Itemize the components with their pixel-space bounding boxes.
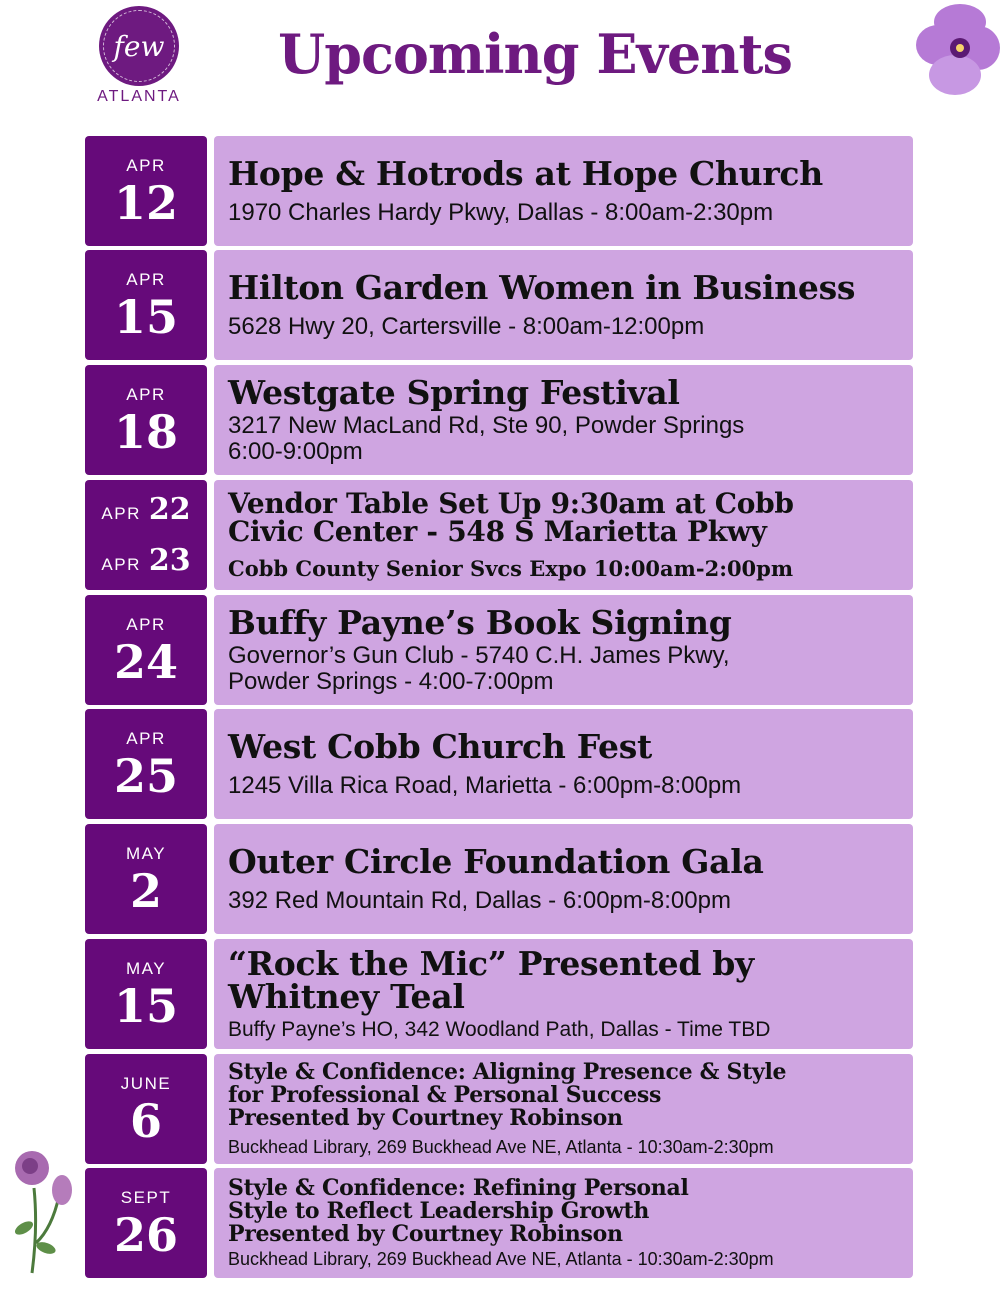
event-month: APR bbox=[101, 554, 141, 574]
event-month: APR bbox=[126, 729, 166, 748]
event-info bbox=[214, 824, 913, 934]
date-box bbox=[85, 939, 207, 1049]
event-month: APR bbox=[126, 615, 166, 634]
event-details: Buckhead Library, 269 Buckhead Ave NE, Atlanta - 10:30am-2:30pm bbox=[228, 1137, 774, 1158]
date-box bbox=[85, 480, 207, 590]
event-month: APR bbox=[126, 385, 166, 404]
event-title: Outer Circle Foundation Gala bbox=[228, 841, 764, 881]
rose-stem-icon bbox=[4, 1148, 86, 1278]
date-box bbox=[85, 595, 207, 705]
date-box bbox=[85, 1054, 207, 1164]
date-line bbox=[101, 542, 191, 578]
event-title: Presented by Courtney Robinson bbox=[228, 1105, 623, 1132]
event-row bbox=[85, 136, 913, 246]
event-details: 5628 Hwy 20, Cartersville - 8:00am-12:00pm bbox=[228, 312, 705, 340]
event-day: 6 bbox=[129, 1094, 162, 1148]
event-month: APR bbox=[101, 503, 141, 523]
date-line bbox=[101, 491, 191, 527]
event-row bbox=[85, 365, 913, 475]
event-day: 23 bbox=[148, 542, 191, 578]
event-day: 22 bbox=[148, 491, 191, 527]
event-details: Buffy Payne’s HO, 342 Woodland Path, Dallas - Time TBD bbox=[228, 1017, 771, 1041]
event-title: Westgate Spring Festival bbox=[228, 373, 680, 413]
event-info bbox=[214, 250, 913, 360]
event-info bbox=[214, 1168, 913, 1278]
event-info bbox=[214, 480, 913, 590]
logo-city: ATLANTA bbox=[97, 88, 181, 105]
event-title: Civic Center - 548 S Marietta Pkwy bbox=[228, 514, 767, 548]
event-month: MAY bbox=[125, 959, 167, 978]
event-title: Style & Confidence: Refining Personal bbox=[228, 1174, 689, 1201]
event-title: Buffy Payne’s Book Signing bbox=[228, 603, 732, 643]
event-details: Governor’s Gun Club - 5740 C.H. James Pkwy, bbox=[228, 642, 730, 670]
event-day: 25 bbox=[113, 749, 178, 803]
date-box bbox=[85, 136, 207, 246]
event-day: 15 bbox=[113, 290, 178, 344]
event-info bbox=[214, 136, 913, 246]
date-box bbox=[85, 824, 207, 934]
event-info bbox=[214, 365, 913, 475]
event-row bbox=[85, 480, 913, 590]
violet-flower-icon bbox=[900, 0, 1000, 100]
event-row bbox=[85, 1054, 913, 1164]
event-title: Hope & Hotrods at Hope Church bbox=[228, 153, 823, 193]
date-box bbox=[85, 709, 207, 819]
event-day: 12 bbox=[113, 176, 178, 230]
event-details: Buckhead Library, 269 Buckhead Ave NE, Atlanta - 10:30am-2:30pm bbox=[228, 1249, 774, 1270]
event-info bbox=[214, 595, 913, 705]
event-row bbox=[85, 709, 913, 819]
event-day: 18 bbox=[113, 405, 178, 459]
event-day: 15 bbox=[113, 979, 178, 1033]
event-month: MAY bbox=[125, 844, 167, 863]
event-title: “Rock the Mic” Presented by bbox=[228, 943, 754, 983]
event-title: West Cobb Church Fest bbox=[228, 726, 652, 766]
event-details: Cobb County Senior Svcs Expo 10:00am-2:00pm bbox=[228, 555, 794, 581]
event-title: Style to Reflect Leadership Growth bbox=[228, 1198, 650, 1224]
event-title: Presented by Courtney Robinson bbox=[228, 1221, 623, 1248]
event-month: SEPT bbox=[120, 1188, 172, 1207]
event-details: 3217 New MacLand Rd, Ste 90, Powder Springs bbox=[228, 412, 745, 440]
event-title: Hilton Garden Women in Business bbox=[228, 267, 856, 307]
date-box bbox=[85, 365, 207, 475]
logo-word: few bbox=[113, 29, 165, 63]
event-details: 6:00-9:00pm bbox=[228, 437, 363, 465]
event-row bbox=[85, 595, 913, 705]
event-day: 2 bbox=[129, 864, 162, 918]
event-info bbox=[214, 939, 913, 1049]
event-title: Vendor Table Set Up 9:30am at Cobb bbox=[228, 486, 794, 520]
event-day: 26 bbox=[113, 1208, 178, 1262]
event-details: Powder Springs - 4:00-7:00pm bbox=[228, 667, 554, 695]
event-details: 1245 Villa Rica Road, Marietta - 6:00pm-8:00pm bbox=[228, 771, 742, 799]
event-month: APR bbox=[126, 156, 166, 175]
event-month: JUNE bbox=[120, 1074, 172, 1093]
event-row bbox=[85, 1168, 913, 1278]
event-info bbox=[214, 709, 913, 819]
date-box bbox=[85, 1168, 207, 1278]
event-title: for Professional & Personal Success bbox=[228, 1082, 662, 1108]
date-box bbox=[85, 250, 207, 360]
event-row bbox=[85, 250, 913, 360]
event-month: APR bbox=[126, 270, 166, 289]
event-row bbox=[85, 939, 913, 1049]
page-title: Upcoming Events bbox=[278, 22, 792, 86]
event-day: 24 bbox=[113, 635, 178, 689]
event-details: 1970 Charles Hardy Pkwy, Dallas - 8:00am-2:30pm bbox=[228, 198, 774, 226]
event-details: 392 Red Mountain Rd, Dallas - 6:00pm-8:00pm bbox=[228, 886, 731, 914]
event-title: Style & Confidence: Aligning Presence & Style bbox=[228, 1058, 787, 1085]
event-title: Whitney Teal bbox=[228, 976, 465, 1016]
event-row bbox=[85, 824, 913, 934]
event-info bbox=[214, 1054, 913, 1164]
